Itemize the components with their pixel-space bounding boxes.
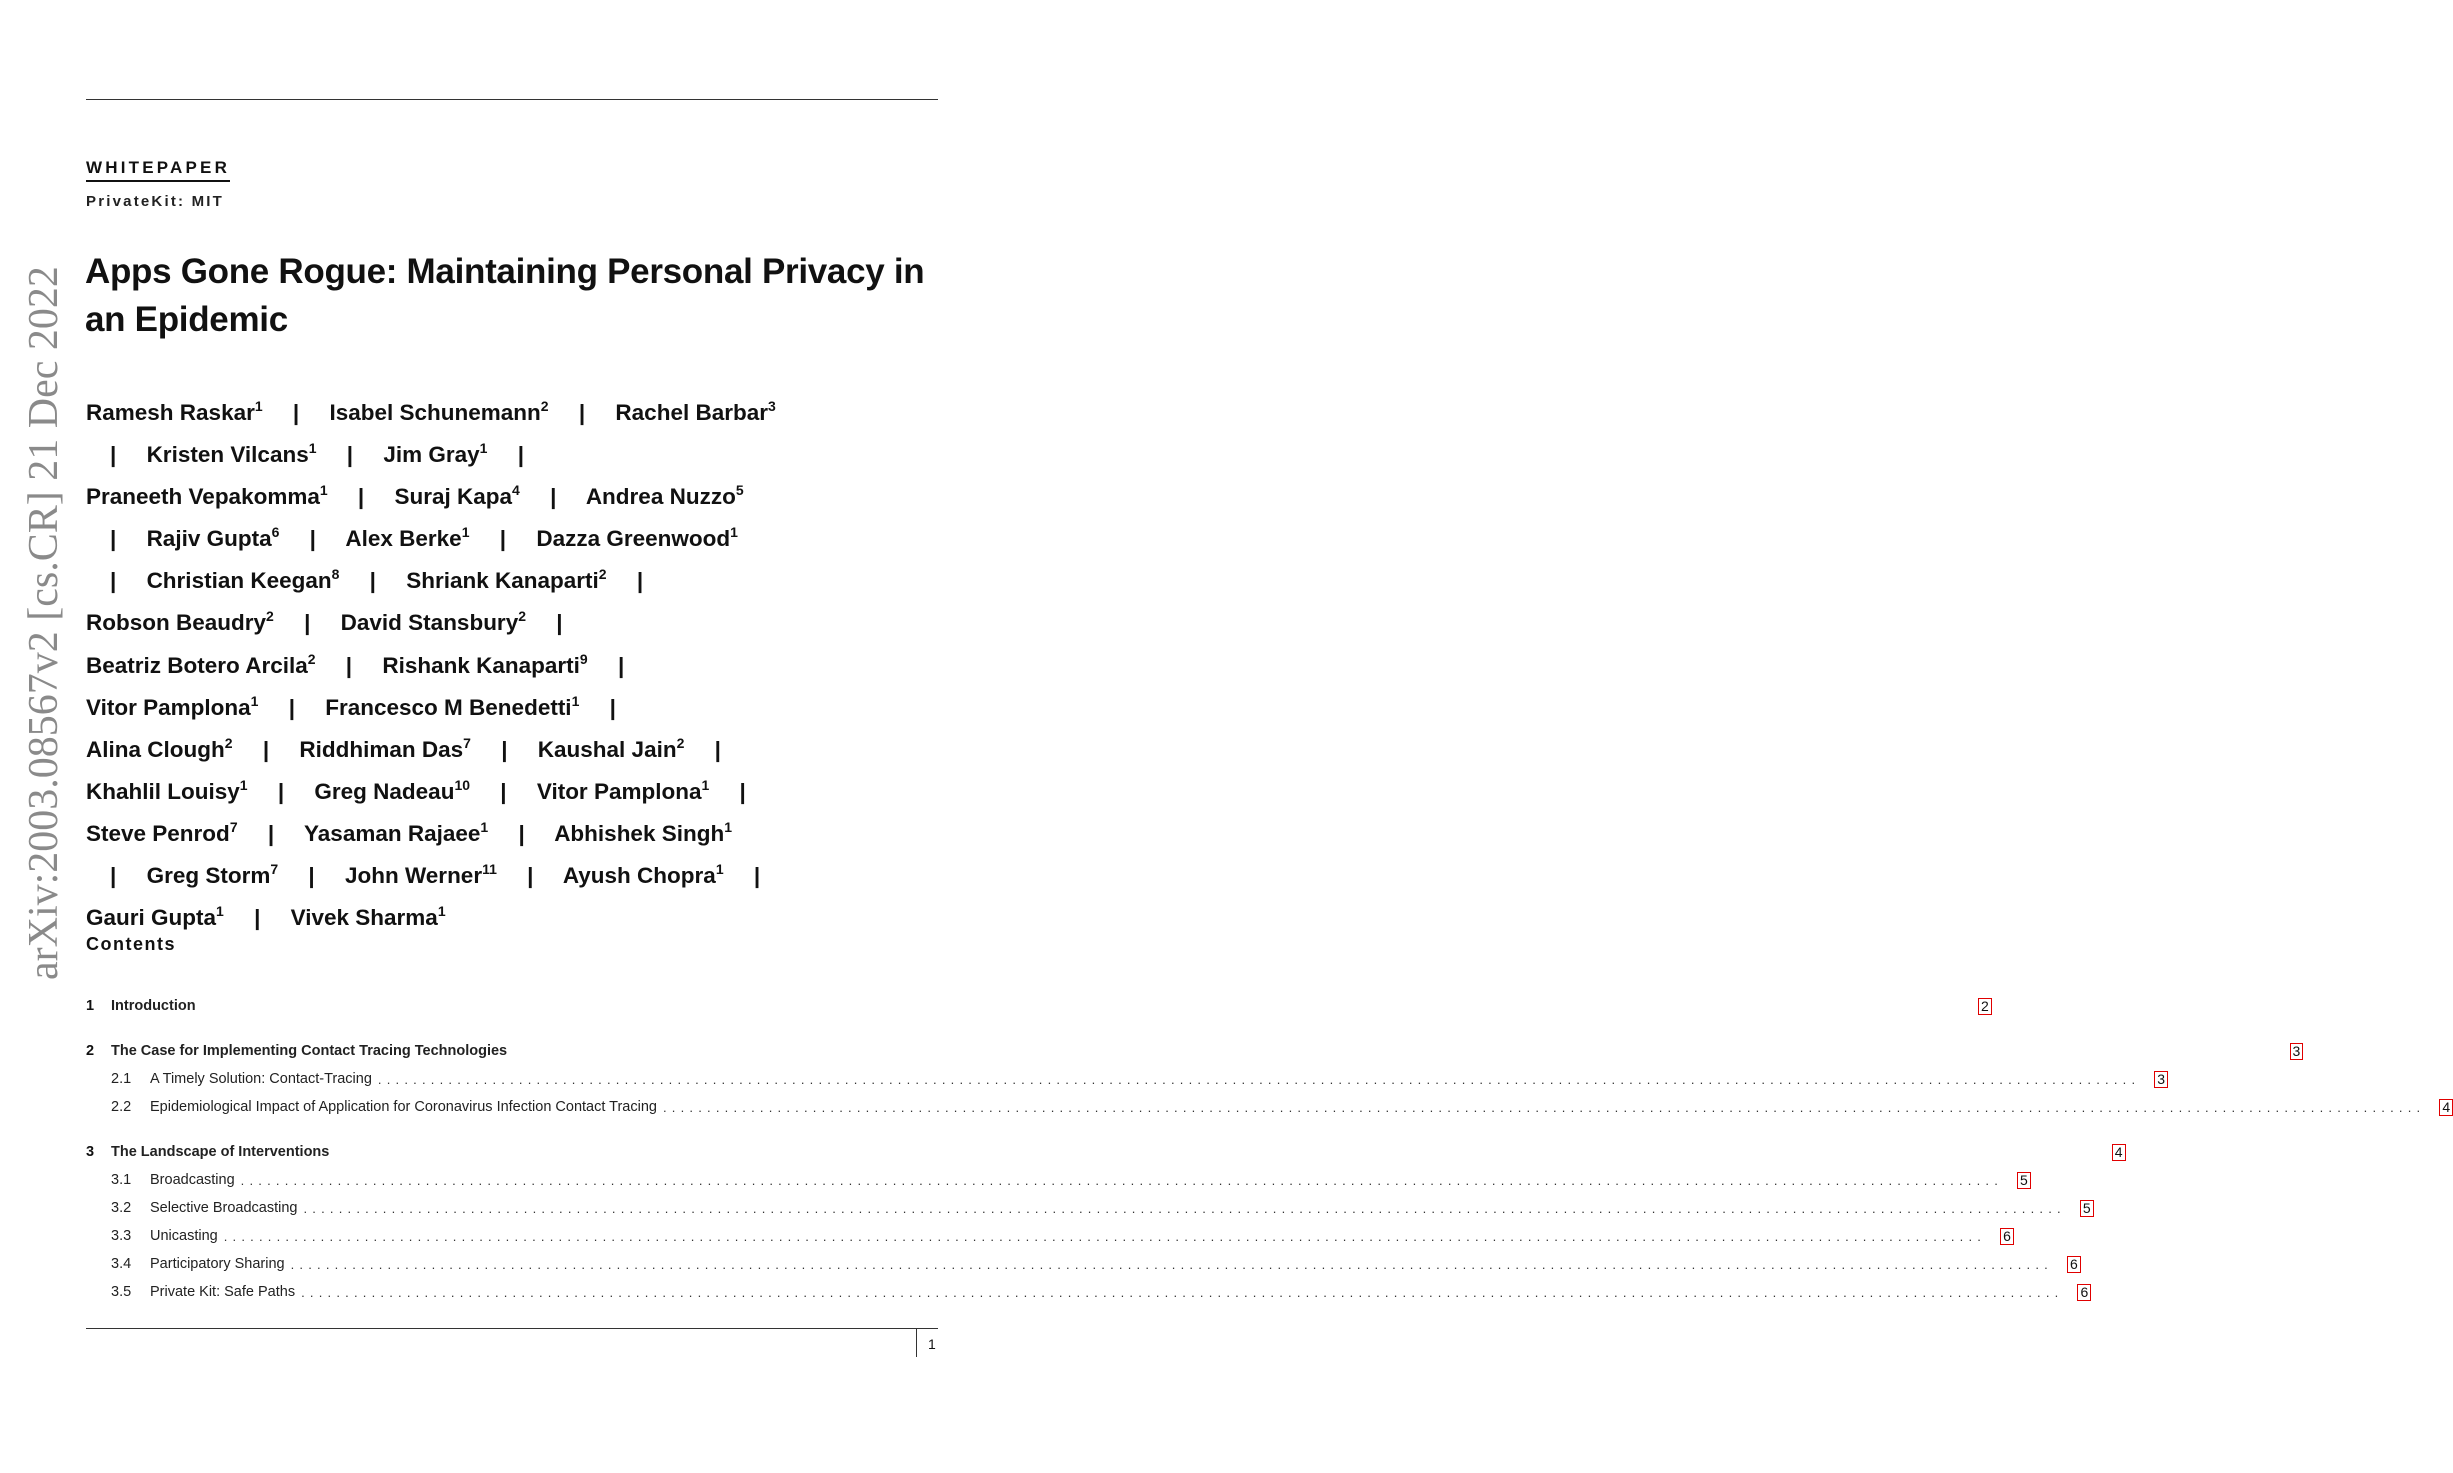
author — [86, 650, 316, 678]
author-separator: | — [753, 863, 761, 889]
author-affiliation: 1 — [461, 524, 470, 541]
toc-subsection[interactable] — [86, 1097, 2451, 1117]
header-rule — [86, 99, 938, 100]
author-affiliation: 8 — [331, 566, 340, 583]
author-affiliation: 1 — [216, 903, 224, 920]
toc-label[interactable]: Broadcasting — [150, 1172, 235, 1188]
author — [341, 610, 526, 635]
author-name: John Werner — [344, 863, 483, 889]
author-separator: | — [636, 568, 644, 594]
author-affiliation: 2 — [307, 650, 316, 667]
author-affiliation: 2 — [540, 398, 549, 414]
author — [536, 776, 710, 804]
author — [147, 442, 317, 467]
author-separator: | — [714, 736, 721, 762]
page-number: 1 — [928, 1336, 936, 1352]
author-affiliation: 9 — [579, 650, 588, 667]
author-separator: | — [288, 694, 295, 720]
author-affiliation: 2 — [266, 608, 274, 625]
author-name: Riddhiman Das — [299, 736, 464, 762]
author — [291, 905, 446, 930]
author-separator: | — [739, 778, 746, 804]
toc-page-link[interactable]: 3 — [2154, 1071, 2168, 1088]
author-separator: | — [110, 568, 117, 594]
author — [325, 692, 580, 720]
author-name: Andrea Nuzzo — [585, 484, 736, 510]
author-affiliation: 3 — [768, 398, 776, 414]
author — [86, 400, 263, 425]
toc-number: 3.4 — [111, 1256, 132, 1272]
author-name: Kristen Vilcans — [146, 442, 309, 468]
author-separator: | — [304, 610, 311, 636]
author — [304, 818, 489, 846]
author — [406, 568, 606, 593]
author-name: Yasaman Rajaee — [304, 820, 481, 846]
author-name: Gauri Gupta — [86, 905, 217, 931]
author — [394, 484, 519, 509]
author-affiliation: 1 — [239, 776, 248, 793]
author-separator: | — [267, 820, 275, 846]
toc-leader-dots: ........................................................................................................................................................................................................ — [303, 1200, 2066, 1216]
author-separator: | — [308, 863, 315, 889]
author — [86, 484, 328, 509]
toc-page-link[interactable]: 4 — [2112, 1144, 2126, 1161]
toc-leader-dots: ........................................................................................................................................................................................................ — [301, 1284, 2064, 1300]
author-affiliation: 10 — [454, 776, 471, 793]
toc-subsection[interactable] — [86, 1198, 2091, 1218]
author-separator: | — [501, 736, 508, 762]
author-name: David Stansbury — [340, 610, 519, 636]
arxiv-stamp — [0, 0, 67, 980]
author-separator: | — [292, 400, 300, 425]
author-affiliation: 5 — [735, 482, 744, 499]
author-separator: | — [500, 778, 507, 804]
toc-label[interactable]: The Landscape of Interventions — [111, 1144, 330, 1160]
author-name: Francesco M Benedetti — [325, 694, 572, 720]
toc-number: 2.2 — [111, 1099, 132, 1115]
author-name: Alina Clough — [86, 736, 225, 762]
page-number-divider — [916, 1329, 917, 1357]
toc-subsection[interactable] — [86, 1069, 2166, 1089]
author-affiliation: 1 — [715, 861, 724, 878]
author-separator: | — [357, 484, 365, 510]
author-separator: | — [309, 526, 316, 552]
author-name: Suraj Kapa — [394, 484, 513, 510]
author-name: Jim Gray — [383, 442, 480, 468]
author — [147, 526, 280, 551]
author-name: Vivek Sharma — [290, 905, 438, 931]
author-name: Vitor Pamplona — [536, 778, 702, 804]
toc-page-link[interactable]: 6 — [2000, 1228, 2014, 1245]
toc-page-link[interactable]: 2 — [1978, 998, 1992, 1015]
toc-number: 3.2 — [111, 1200, 132, 1216]
author-separator: | — [617, 652, 625, 678]
author — [86, 776, 248, 804]
author-name: Steve Penrod — [86, 820, 230, 846]
author-separator: | — [518, 820, 525, 846]
author-affiliation: 4 — [512, 482, 520, 499]
author-separator: | — [110, 863, 117, 889]
toc-number: 3.3 — [111, 1228, 132, 1244]
toc-label[interactable]: Participatory Sharing — [150, 1256, 285, 1272]
toc-subsection[interactable] — [86, 1282, 2089, 1302]
toc-number: 2.1 — [111, 1071, 132, 1087]
toc-number: 1 — [86, 998, 95, 1014]
author-name: Greg Nadeau — [314, 778, 455, 804]
author-affiliation: 1 — [308, 440, 317, 457]
author-name: Christian Keegan — [146, 568, 332, 594]
doc-type-label: WHITEPAPER — [86, 158, 230, 182]
author-affiliation: 1 — [250, 692, 259, 709]
toc-subsection[interactable] — [86, 1226, 2011, 1246]
author-separator: | — [262, 736, 270, 762]
toc-label[interactable]: A Timely Solution: Contact-Tracing — [150, 1071, 372, 1087]
author-name: Ayush Chopra — [562, 863, 716, 889]
author-separator: | — [277, 778, 285, 804]
author — [86, 692, 259, 720]
author-name: Ramesh Raskar — [86, 400, 255, 425]
author — [554, 818, 732, 846]
author-affiliation: 7 — [229, 818, 238, 835]
author-separator: | — [550, 484, 557, 510]
author-affiliation: 2 — [518, 608, 527, 625]
toc-number: 2 — [86, 1043, 95, 1059]
author-affiliation: 1 — [724, 818, 732, 835]
toc-section[interactable] — [86, 1142, 2123, 1162]
author-name: Rajiv Gupta — [146, 526, 272, 552]
author-name: Abhishek Singh — [554, 820, 725, 846]
author — [86, 905, 224, 930]
toc-page-link[interactable]: 3 — [2290, 1043, 2304, 1060]
author-affiliation: 2 — [224, 734, 233, 751]
author — [86, 734, 233, 762]
toc-label[interactable]: The Case for Implementing Contact Tracing Technologies — [111, 1043, 508, 1059]
author — [329, 400, 548, 425]
author-separator: | — [110, 526, 117, 552]
author-affiliation: 2 — [598, 566, 607, 583]
author-separator: | — [609, 694, 616, 720]
toc-section[interactable] — [86, 1041, 2301, 1061]
author-name: Rachel Barbar — [615, 400, 768, 425]
toc-subsection[interactable] — [86, 1170, 2028, 1190]
toc-number: 3.5 — [111, 1284, 132, 1300]
toc-section[interactable] — [86, 996, 1989, 1016]
author-name: Dazza Greenwood — [536, 526, 731, 552]
author-separator: | — [345, 652, 353, 678]
author — [536, 526, 738, 551]
author-affiliation: 1 — [701, 776, 710, 793]
toc-label[interactable]: Unicasting — [150, 1228, 218, 1244]
footer-rule — [86, 1328, 938, 1329]
author — [563, 863, 724, 888]
author-name: Khahlil Louisy — [86, 778, 240, 804]
author-affiliation: 7 — [270, 861, 279, 878]
author-affiliation: 1 — [480, 818, 489, 835]
author-separator: | — [254, 905, 261, 931]
author-affiliation: 2 — [676, 734, 685, 751]
doc-org-label: PrivateKit: MIT — [86, 193, 225, 210]
author — [314, 776, 471, 804]
author-separator: | — [110, 442, 117, 468]
toc-leader-dots: ........................................................................................................................................................................................................ — [377, 1071, 2141, 1087]
author-name: Greg Storm — [146, 863, 271, 889]
author-name: Isabel Schunemann — [329, 400, 541, 425]
toc-leader-dots: ........................................................................................................................................................................................................ — [240, 1172, 2004, 1188]
author — [345, 526, 469, 551]
toc-label[interactable]: Private Kit: Safe Paths — [150, 1284, 296, 1300]
author-name: Alex Berke — [345, 526, 462, 552]
toc-leader-dots: ........................................................................................................................................................................................................ — [223, 1228, 1987, 1244]
contents-heading: Contents — [86, 934, 176, 954]
author-name: Rishank Kanaparti — [382, 652, 580, 678]
toc-page-link[interactable]: 6 — [2067, 1256, 2081, 1273]
arxiv-id: arXiv:2003.08567v2 [cs.CR] 21 Dec 2022 — [21, 266, 67, 980]
toc-subsection[interactable] — [86, 1254, 2078, 1274]
author-separator: | — [527, 863, 534, 889]
author-separator: | — [369, 568, 376, 594]
author — [586, 484, 744, 509]
author — [86, 818, 238, 846]
author-separator: | — [556, 610, 563, 636]
author-name: Kaushal Jain — [537, 736, 677, 762]
author — [147, 568, 340, 593]
author-list — [86, 392, 786, 939]
toc-leader-dots: ........................................................................................................................................................................................................ — [290, 1256, 2053, 1272]
author — [86, 610, 274, 635]
author-affiliation: 7 — [463, 734, 471, 751]
author-name: Beatriz Botero Arcila — [86, 652, 308, 678]
toc-page-link[interactable]: 5 — [2017, 1172, 2031, 1189]
author-affiliation: 1 — [319, 482, 328, 499]
author-separator: | — [499, 526, 507, 552]
author — [382, 650, 588, 678]
author — [615, 400, 775, 425]
author-affiliation: 1 — [437, 903, 446, 920]
paper-title: Apps Gone Rogue: Maintaining Personal Privacy in an Epidemic — [85, 252, 925, 339]
author-name: Vitor Pamplona — [86, 694, 251, 720]
author-separator: | — [517, 442, 525, 468]
author — [147, 863, 279, 888]
author-affiliation: 1 — [479, 440, 488, 457]
author — [345, 863, 497, 888]
toc-number: 3.1 — [111, 1172, 132, 1188]
toc-label[interactable]: Selective Broadcasting — [150, 1200, 298, 1216]
author-name: Robson Beaudry — [86, 610, 267, 636]
author-separator: | — [346, 442, 354, 468]
toc-page-link[interactable]: 5 — [2080, 1200, 2094, 1217]
author-separator: | — [578, 400, 586, 425]
author — [383, 442, 487, 467]
author-affiliation: 1 — [254, 398, 263, 414]
author-name: Praneeth Vepakomma — [86, 484, 320, 510]
toc-label[interactable]: Epidemiological Impact of Application for Coronavirus Infection Contact Tracing — [150, 1099, 657, 1115]
author-affiliation: 6 — [271, 524, 280, 541]
author-affiliation: 1 — [730, 524, 738, 541]
author — [537, 734, 685, 762]
toc-page-link[interactable]: 6 — [2077, 1284, 2091, 1301]
author-name: Shriank Kanaparti — [406, 568, 599, 594]
author — [299, 734, 471, 762]
author-affiliation: 1 — [571, 692, 580, 709]
toc-page-link[interactable]: 4 — [2439, 1099, 2453, 1116]
toc-label[interactable]: Introduction — [111, 998, 196, 1014]
toc-number: 3 — [86, 1144, 95, 1160]
author-affiliation: 11 — [482, 861, 497, 878]
toc-leader-dots: ........................................................................................................................................................................................................ — [662, 1099, 2426, 1115]
